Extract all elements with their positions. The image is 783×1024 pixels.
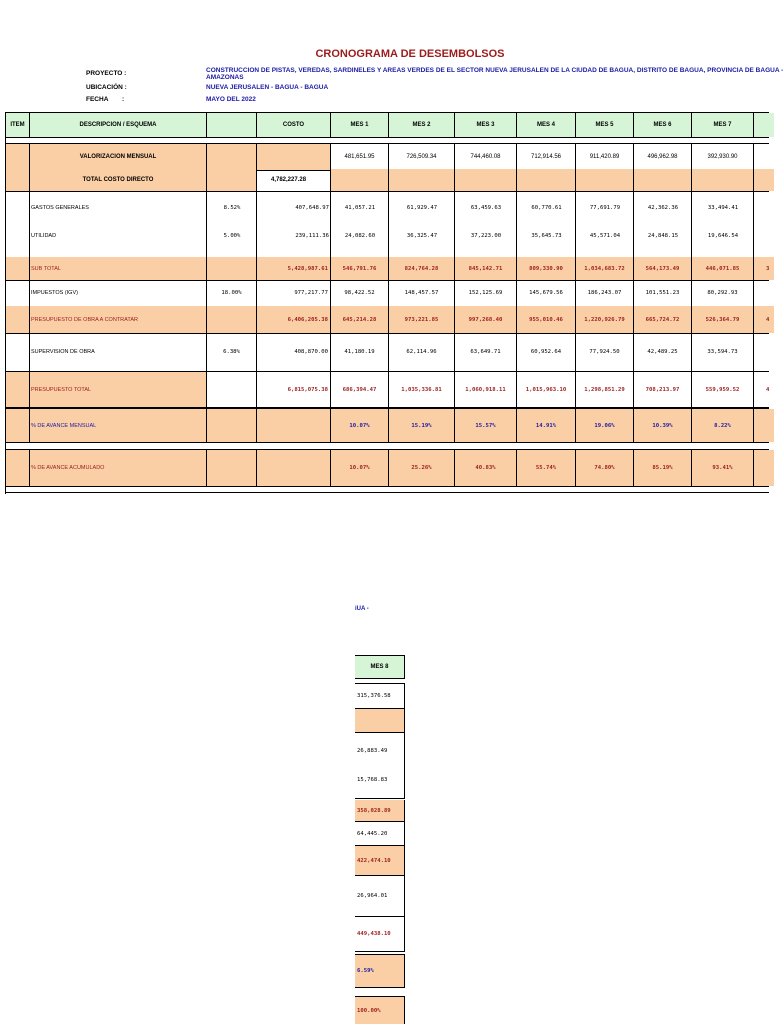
cell-mes-6: 42,489.25 [634,333,692,371]
cell-mes-3 [455,169,517,191]
cell-mes-8-cut [754,409,774,442]
cell-mes-3: 997,268.40 [455,306,517,333]
row-label: SUB TOTAL [30,257,207,280]
cell-mes-1: 645,214.28 [331,306,389,333]
cell-mes-3: 37,223.00 [470,233,502,239]
cell-mes-7: 93.41% [692,450,754,486]
cell-mes-5: 19.06% [576,409,634,442]
cell-mes-1: 98,422.52 [331,280,389,306]
table-block-gastos-utilidad [6,191,769,258]
cell-pct: 6.38% [207,333,257,371]
cell-mes-2: 36,325.47 [406,233,438,239]
fecha-value: MAYO DEL 2022 [206,96,256,103]
cell-costo: 407,648.97 [295,205,329,211]
cell-mes-6 [634,169,692,191]
header-mes-5: MES 5 [576,113,634,137]
cell-mes-2: 824,764.28 [389,257,455,280]
cell-pct [207,306,257,333]
cell-mes-6: 24,848.15 [647,233,679,239]
cell-mes-7: 80,292.93 [692,280,754,306]
cell-mes-1 [331,169,389,191]
cell-costo: 408,870.00 [257,333,331,371]
cell-pct [207,144,257,170]
cell-mes-4: 1,015,963.10 [517,372,576,407]
table-row-avance-mensual [6,408,769,443]
cell-mes-7: 33,594.73 [692,333,754,371]
cell-mes-6: 665,724.72 [634,306,692,333]
row-label: PRESUPUESTO DE OBRA A CONTRATAR [30,306,207,333]
table-row-sub-total [6,257,769,281]
header-item: ITEM [6,113,30,137]
mes-8-valorizacion: 315,376.58 [355,683,405,709]
fecha-label: FECHA [86,96,109,103]
cell-item [6,372,30,407]
table-row-utilidad [6,229,769,243]
table-row-supervision [6,333,769,371]
cell-mes-3: 40.83% [455,450,517,486]
cell-pct [207,257,257,280]
cell-mes-7: 33,494.41 [707,205,739,211]
ubicacion-label: UBICACIÓN : [86,84,127,91]
cell-mes-6: 496,962.98 [634,144,692,170]
row-label: TOTAL COSTO DIRECTO [30,169,207,191]
cell-mes-3: 1,060,918.11 [455,372,517,407]
table-row-valorizacion [6,143,769,171]
cell-mes-7: 392,930.90 [692,144,754,170]
cell-pct: 18.00% [207,280,257,306]
ubicacion-value: NUEVA JERUSALEN - BAGUA - BAGUA [206,84,329,91]
cell-mes-3: 63,459.63 [470,205,502,211]
cell-pct [207,409,257,442]
cell-mes-8-cut: 3 [754,257,774,280]
table-bottom-rule [6,492,769,493]
row-label: IMPUESTOS (IGV) [30,280,207,306]
table-row-avance-acumulado [6,449,769,487]
cell-mes-5 [576,169,634,191]
cell-mes-2: 25.26% [389,450,455,486]
row-label: % DE AVANCE ACUMULADO [30,450,207,486]
mes-8-impuestos: 64,445.20 [355,822,405,846]
cell-mes-2 [389,169,455,191]
cell-mes-7: 526,364.79 [692,306,754,333]
cell-mes-4: 955,010.46 [517,306,576,333]
table-row-total-costo-directo [6,169,769,192]
cell-mes-6: 10.39% [634,409,692,442]
page-title: CRONOGRAMA DE DESEMBOLSOS [315,48,505,60]
cell-mes-1: 24,082.60 [344,233,376,239]
cell-mes-8-cut: 4 [754,306,774,333]
cell-mes-4: 145,679.56 [517,280,576,306]
cell-mes-3: 744,460.08 [455,144,517,170]
cell-mes-8-cut: 4 [766,386,770,393]
cell-mes-5: 45,571.04 [589,233,621,239]
table-row-presupuesto-obra [6,306,769,334]
mes-8-sub-total: 358,028.89 [355,800,405,822]
cell-mes-1: 10.07% [331,450,389,486]
cell-mes-1: 686,394.47 [331,372,389,407]
cell-mes-2: 15.19% [389,409,455,442]
cell-mes-3: 15.57% [455,409,517,442]
header-percent [207,113,257,137]
cell-mes-5: 1,034,683.72 [576,257,634,280]
cell-pct: 5.00% [223,233,241,239]
header-mes-7: MES 7 [692,113,754,137]
cell-mes-5: 77,691.79 [589,205,621,211]
cell-item [6,333,30,371]
cell-item [6,144,30,170]
table-header-row [6,112,769,138]
cell-mes-8-cut [754,450,774,486]
mes-8-utilidad: 15,768.83 [357,777,388,783]
cell-item [6,450,30,486]
mes-8-total-costo-directo [355,709,405,733]
cell-mes-4 [517,169,576,191]
row-label: UTILIDAD [31,233,57,239]
header-descripcion: DESCRIPCION / ESQUEMA [30,113,207,137]
cell-mes-1: 546,791.76 [331,257,389,280]
header-mes-6: MES 6 [634,113,692,137]
cell-mes-5: 186,243.07 [576,280,634,306]
cell-mes-7: 559,959.52 [692,372,754,407]
cell-item [6,169,30,191]
row-label: VALORIZACION MENSUAL [30,144,207,170]
cell-mes-3: 845,142.71 [455,257,517,280]
cell-mes-6: 85.19% [634,450,692,486]
cell-mes-1: 481,651.95 [331,144,389,170]
cell-mes-2: 148,457.57 [389,280,455,306]
cell-mes-5: 1,220,926.79 [576,306,634,333]
cell-mes-5: 74.80% [576,450,634,486]
cell-mes-1: 41,180.19 [331,333,389,371]
cell-costo [257,409,331,442]
cell-mes-6: 101,551.23 [634,280,692,306]
cell-costo: 6,815,075.38 [257,372,331,407]
mes-8-gastos: 26,883.49 [357,748,388,754]
cell-mes-8-cut [754,169,774,191]
mes-8-avance-mensual: 6.59% [355,954,405,988]
cell-costo: 977,217.77 [257,280,331,306]
row-label: PRESUPUESTO TOTAL [30,372,207,407]
mes-8-gastos-utilidad-block [355,733,405,799]
cell-mes-1: 41,057.21 [344,205,376,211]
cell-costo: 6,406,205.38 [257,306,331,333]
cell-mes-4: 712,914.56 [517,144,576,170]
table-row-gastos-generales [6,201,769,215]
header-mes-2: MES 2 [389,113,455,137]
mes-8-presupuesto-total: 449,438.10 [355,916,405,952]
cell-mes-4: 55.74% [517,450,576,486]
cell-item [6,280,30,306]
cell-costo: 4,782,227.28 [257,169,331,191]
cell-pct: 8.52% [223,205,241,211]
header-mes-3: MES 3 [455,113,517,137]
cell-costo: 239,111.36 [295,233,329,239]
cell-mes-6: 708,213.97 [634,372,692,407]
cell-item [6,306,30,333]
mes-8-presupuesto-obra: 422,474.10 [355,846,405,876]
cell-mes-5: 911,420.89 [576,144,634,170]
cell-pct [207,169,257,191]
proyecto-value-line2: AMAZONAS [206,74,244,81]
mes-8-avance-acumulado: 100.00% [355,996,405,1024]
header-mes-4: MES 4 [517,113,576,137]
fecha-colon: : [122,96,125,103]
proyecto-label: PROYECTO : [86,70,127,77]
cell-costo [257,450,331,486]
cell-mes-2: 973,221.85 [389,306,455,333]
cell-mes-2: 62,114.96 [389,333,455,371]
cell-mes-7: 19,646.54 [707,233,739,239]
cell-mes-4: 60,770.61 [531,205,562,211]
header-mes-1: MES 1 [331,113,389,137]
cell-pct [207,450,257,486]
cell-mes-2: 61,929.47 [406,205,438,211]
mes-8-header: MES 8 [355,655,405,679]
row-label: SUPERVISION DE OBRA [30,333,207,371]
cell-mes-1: 10.07% [331,409,389,442]
cell-mes-2: 726,509.34 [389,144,455,170]
table-row-impuestos [6,280,769,307]
disbursement-table [5,112,769,494]
cell-mes-7 [692,169,754,191]
cell-mes-4: 60,952.64 [517,333,576,371]
row-label: % DE AVANCE MENSUAL [30,409,207,442]
cell-mes-5: 1,298,851.29 [576,372,634,407]
cell-mes-3: 152,125.69 [455,280,517,306]
cell-mes-3: 63,649.71 [455,333,517,371]
cell-costo [257,144,331,170]
cell-mes-4: 35,645.73 [531,233,562,239]
cell-mes-4: 14.91% [517,409,576,442]
proyecto-value: CONSTRUCCION DE PISTAS, VEREDAS, SARDINELES Y AREAS VERDES DE EL SECTOR NUEVA JERUSALEN DE LA CIUDAD DE BAGUA, DISTRITO DE BAGUA, PROVINCIA DE BAGUA - [206,67,783,74]
cell-mes-2: 1,035,336.81 [389,372,455,407]
header-mes-8-cut [754,113,774,137]
cell-mes-6: 564,173.49 [634,257,692,280]
table-row-presupuesto-total [6,371,769,408]
row-label: GASTOS GENERALES [31,205,89,211]
cell-mes-4: 809,330.90 [517,257,576,280]
cell-item [6,257,30,280]
cell-mes-5: 77,924.50 [576,333,634,371]
cell-item [6,409,30,442]
cell-costo: 5,428,987.61 [257,257,331,280]
header-costo: COSTO [257,113,331,137]
cell-mes-7: 446,071.85 [692,257,754,280]
mes-8-supervision: 26,964.01 [355,876,405,916]
proyecto-continuation: iUA - [355,606,369,612]
cell-pct [207,372,257,407]
cell-mes-7: 8.22% [692,409,754,442]
cell-mes-6: 42,362.36 [647,205,679,211]
